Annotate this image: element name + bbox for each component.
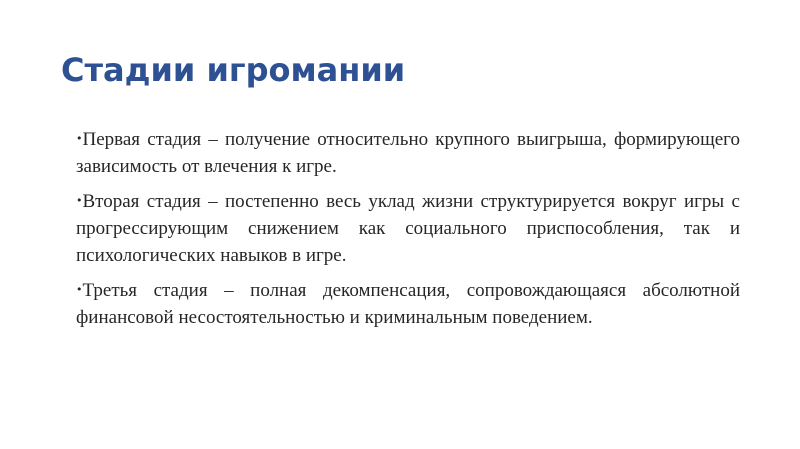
slide-title: Стадии игромании [61, 51, 406, 89]
bullet-item-stage-2 [76, 187, 740, 269]
bullet-marker: • [76, 194, 83, 207]
bullet-text: Третья стадия – полная декомпенсация, сопровождающаяся абсолютной финансовой несостоятельностью и криминальным поведением. [76, 280, 740, 328]
bullet-item-stage-1 [76, 125, 740, 180]
bullet-text: Вторая стадия – постепенно весь уклад жизни структурируется вокруг игры с прогрессирующим снижением как социального приспособления, так и психологических навыков в игре. [76, 191, 740, 266]
bullet-item-stage-3 [76, 276, 740, 331]
bullet-marker: • [76, 132, 83, 145]
slide-content [76, 125, 740, 338]
bullet-marker: • [76, 283, 83, 296]
bullet-text: Первая стадия – получение относительно крупного выигрыша, формирующего зависимость от влечения к игре. [76, 129, 740, 177]
